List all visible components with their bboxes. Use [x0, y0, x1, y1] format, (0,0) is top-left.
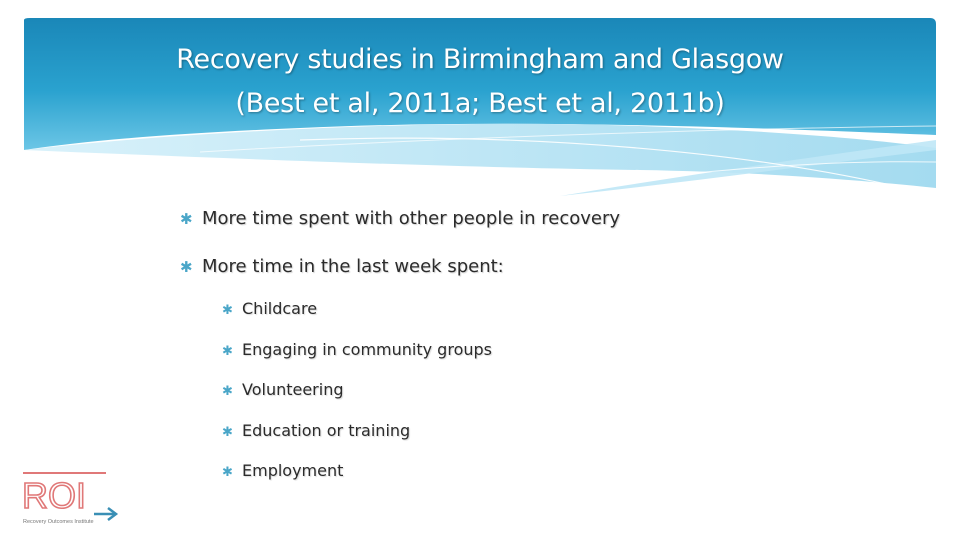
sub-bullet-text: Education or training	[242, 421, 411, 440]
slide-title-line-1: Recovery studies in Birmingham and Glasgow	[176, 44, 784, 75]
bullet-item	[180, 208, 620, 229]
slide-title	[60, 38, 900, 126]
sub-bullet-text: Engaging in community groups	[242, 340, 492, 359]
sub-bullet-item	[222, 421, 410, 440]
sub-bullet-item	[222, 461, 343, 480]
asterisk-icon: ✱	[222, 344, 233, 359]
slide-title-line-2: (Best et al, 2011a; Best et al, 2011b)	[235, 88, 725, 119]
asterisk-icon: ✱	[222, 303, 233, 318]
sub-bullet-text: Childcare	[242, 299, 318, 318]
asterisk-icon: ✱	[180, 210, 193, 228]
roi-logo	[20, 470, 120, 526]
bullet-text: More time spent with other people in recovery	[202, 208, 621, 229]
sub-bullet-text: Employment	[242, 461, 344, 480]
bullet-item	[180, 256, 504, 277]
asterisk-icon: ✱	[222, 425, 233, 440]
sub-bullet-item	[222, 340, 492, 359]
logo-tagline: Recovery Outcomes Institute	[23, 519, 94, 525]
logo-letters: ROI	[22, 475, 87, 516]
asterisk-icon: ✱	[180, 258, 193, 276]
asterisk-icon: ✱	[222, 465, 233, 480]
sub-bullet-item	[222, 299, 317, 318]
asterisk-icon: ✱	[222, 384, 233, 399]
bullet-text: More time in the last week spent:	[202, 256, 504, 277]
sub-bullet-item	[222, 380, 344, 399]
sub-bullet-text: Volunteering	[242, 380, 344, 399]
